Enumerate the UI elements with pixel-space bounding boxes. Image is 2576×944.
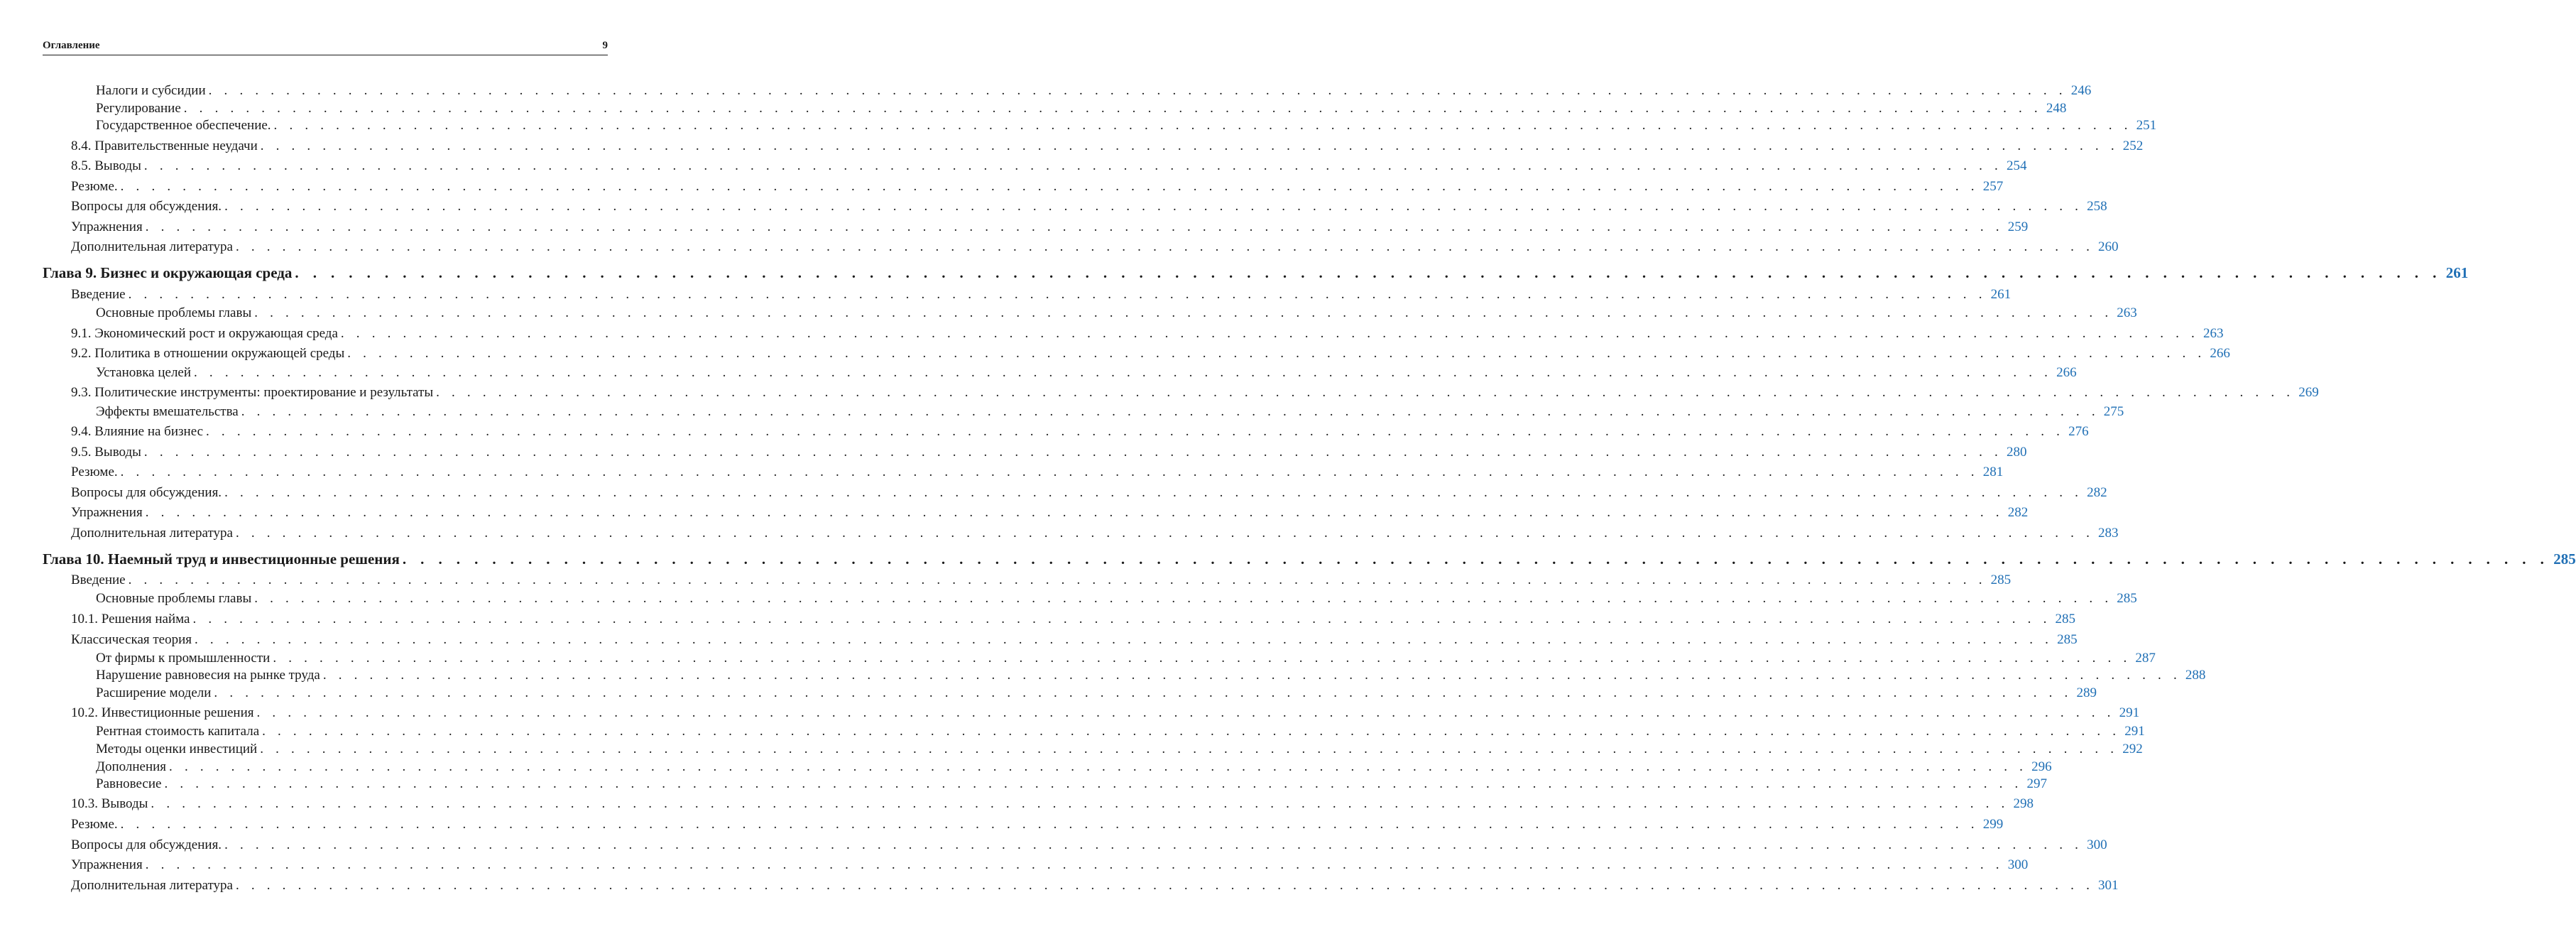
toc-entry[interactable]: [71, 504, 2029, 522]
toc-page-link[interactable]: 283: [2098, 526, 2119, 541]
toc-entry[interactable]: [71, 443, 2027, 462]
toc-dot-leader: . . . . . . . . . . . . . . . . . . . . . . . . . . . . . . . . . . . . . . . . . . . . . . . . . . . . . . . . . . . . . . . . . . . . . . . . . . . . . . . . . . . . . . . . . . . . . . . . . . . . . . . . . . . . . . . . . . . . . . . .: [143, 158, 2002, 173]
toc-entry-title: Упражнения: [71, 219, 143, 234]
toc-page-link[interactable]: 282: [2087, 485, 2107, 500]
toc-entry[interactable]: [71, 610, 2076, 629]
toc-entry[interactable]: [96, 649, 2156, 668]
toc-dot-leader: . . . . . . . . . . . . . . . . . . . . . . . . . . . . . . . . . . . . . . . . . . . . . . . . . . . . . . . . . . . . . . . . . . . . . . . . . . . . . . . . . . . . . . . . . . . . . . . . . . . . . . . . . . . . . . . . . . . . . . . .: [273, 118, 2132, 133]
toc-entry-title: Вопросы для обсуждения.: [71, 485, 222, 500]
toc-entry-title: 8.5. Выводы: [71, 158, 141, 173]
toc-entry-title: 9.3. Политические инструменты: проектирование и результаты: [71, 385, 434, 400]
toc-entry[interactable]: [71, 877, 2119, 895]
toc-entry[interactable]: [71, 218, 2029, 237]
toc-entry[interactable]: [71, 795, 2034, 813]
toc-dot-leader: . . . . . . . . . . . . . . . . . . . . . . . . . . . . . . . . . . . . . . . . . . . . . . . . . . . . . . . . . . . . . . . . . . . . . . . . . . . . . . . . . . . . . . . . . . . . . . . . . . . . . . . . . . . . . . . . . . . . . . . .: [169, 759, 2028, 774]
toc-dot-leader: . . . . . . . . . . . . . . . . . . . . . . . . . . . . . . . . . . . . . . . . . . . . . . . . . . . . . . . . . . . . . . . . . . . . . . . . . . . . . . . . . . . . . . . . . . . . . . . . . . . . . . . . . . . . . . . . . . . . . . . .: [120, 465, 1979, 479]
toc-entry[interactable]: [71, 836, 2107, 855]
toc-page-link[interactable]: 263: [2203, 326, 2224, 341]
toc-dot-leader: . . . . . . . . . . . . . . . . . . . . . . . . . . . . . . . . . . . . . . . . . . . . . . . . . . . . . . . . . . . . . . . . . . . . . . . . . . . . . . . . . . . . . . . . . . . . . . . . . . . . . . . . . . . . . . . . . . . . . . . .: [164, 776, 2023, 791]
toc-dot-leader: . . . . . . . . . . . . . . . . . . . . . . . . . . . . . . . . . . . . . . . . . . . . . . . . . . . . . . . . . . . . . . . . . . . . . . . . . . . . . . . . . . . . . . . . . . . . . . . . . . . . . . . . . . . . . . . . . . . . . . . .: [241, 404, 2100, 419]
toc-entry[interactable]: [96, 403, 2124, 421]
toc-entry-title: Введение: [71, 287, 126, 302]
toc-entry[interactable]: [71, 325, 2224, 343]
toc-dot-leader: . . . . . . . . . . . . . . . . . . . . . . . . . . . . . . . . . . . . . . . . . . . . . . . . . . . . . . . . . . . . . . . . . . . . . . . . . . . . . . . . . . . . . . . . . . . . . . . . . . . . . . . . . . . . . . . . . . . . . . . .: [192, 612, 2051, 626]
toc-chapter-entry[interactable]: [43, 264, 2469, 282]
toc-page-link[interactable]: 257: [1982, 179, 2004, 194]
toc-entry-title: Нарушение равновесия на рынке труда: [96, 668, 320, 683]
toc-entry[interactable]: [71, 463, 2004, 482]
toc-entry-title: Глава 9. Бизнес и окружающая среда: [43, 264, 293, 281]
toc-entry-title: Методы оценки инвестиций: [96, 742, 258, 756]
toc-entry[interactable]: [96, 590, 2137, 608]
toc-entry-title: 10.1. Решения найма: [71, 612, 190, 626]
toc-dot-leader: . . . . . . . . . . . . . . . . . . . . . . . . . . . . . . . . . . . . . . . . . . . . . . . . . . . . . . . . . . . . . . . . . . . . . . . . . . . . . . . . . . . . . . . . . . . . . . . . . . . . . . . . . . . . . . . . . . . . . . . .: [128, 573, 1987, 587]
toc-page-link[interactable]: 288: [2185, 668, 2206, 683]
toc-page-link[interactable]: 291: [2119, 705, 2140, 720]
toc-entry-title: Рентная стоимость капитала: [96, 724, 260, 739]
toc-dot-leader: . . . . . . . . . . . . . . . . . . . . . . . . . . . . . . . . . . . . . . . . . . . . . . . . . . . . . . . . . . . . . . . . . . . . . . . . . . . . . . . . . . . . . . . . . . . . . . . . . . . . . . . . . . . . . . . . . . . . . . . .: [273, 651, 2132, 666]
toc-entry[interactable]: [71, 238, 2119, 256]
toc-entry-title: 9.2. Политика в отношении окружающей среды: [71, 346, 345, 361]
toc-page-link[interactable]: 285: [2117, 591, 2137, 606]
toc-dot-leader: . . . . . . . . . . . . . . . . . . . . . . . . . . . . . . . . . . . . . . . . . . . . . . . . . . . . . . . . . . . . . . . . . . . . . . . . . . . . . . . . . . . . . . . . . . . . . . . . . . . . . . . . . . . . . . . . . . . . . . . .: [120, 817, 1979, 832]
toc-entry[interactable]: [71, 571, 2012, 590]
toc-page-link[interactable]: 251: [2136, 118, 2157, 133]
toc-dot-leader: . . . . . . . . . . . . . . . . . . . . . . . . . . . . . . . . . . . . . . . . . . . . . . . . . . . . . . . . . . . . . . . . . . . . . . . . . . . . . . . . . . . . . . . . . . . . . . . . . . . . . . . . . . . . . . . . . . . . . . . .: [145, 219, 2004, 234]
toc-page-link[interactable]: 281: [1982, 465, 2004, 479]
toc-page-link[interactable]: 282: [2007, 505, 2029, 520]
toc-page-link[interactable]: 246: [2070, 83, 2092, 98]
toc-dot-leader: . . . . . . . . . . . . . . . . . . . . . . . . . . . . . . . . . . . . . . . . . . . . . . . . . . . . . . . . . . . . . . . . . . . . . . . . . . . . . . . . . . . . . . . . . . . . . . . . . . . . . . . . . . . . . . . . . . . . . . . .: [194, 365, 2053, 380]
toc-entry[interactable]: [71, 286, 2012, 304]
toc-page-link[interactable]: 259: [2007, 219, 2029, 234]
running-header-title: Оглавление: [43, 40, 100, 51]
toc-entry-title: Введение: [71, 573, 126, 587]
toc-dot-leader: . . . . . . . . . . . . . . . . . . . . . . . . . . . . . . . . . . . . . . . . . . . . . . . . . . . . . . . . . . . . . . . . . . . . . . . . . . . . . . . . . . . . . . . . . . . . . . . . . . . . . . . . . . . . . . . . . . . . . . . .: [340, 326, 2199, 341]
toc-dot-leader: . . . . . . . . . . . . . . . . . . . . . . . . . . . . . . . . . . . . . . . . . . . . . . . . . . . . . . . . . . . . . . . . . . . . . . . . . . . . . . . . . . . . . . . . . . . . . . . . . . . . . . . . . . . . . . . . . . . . . . . .: [262, 724, 2121, 739]
toc-page-link[interactable]: 248: [2046, 101, 2067, 116]
toc-entry-title: 9.4. Влияние на бизнес: [71, 424, 204, 439]
toc-page-link[interactable]: 263: [2117, 305, 2137, 320]
toc-page-link[interactable]: 261: [1990, 287, 2012, 302]
toc-dot-leader: . . . . . . . . . . . . . . . . . . . . . . . . . . . . . . . . . . . . . . . . . . . . . . . . . . . . . . . . . . . . . . . . . . . . . . . . . . . . . . . . . . . . . . . . . . . . . . . . . . . . . . . . . . . . . . . . . . . . . . . .: [183, 101, 2042, 116]
toc-entry-title: Резюме.: [71, 179, 118, 194]
toc-entry[interactable]: [96, 116, 2157, 135]
toc-dot-leader: . . . . . . . . . . . . . . . . . . . . . . . . . . . . . . . . . . . . . . . . . . . . . . . . . . . . . . . . . . . . . . . . . . . . . . . . . . . . . . . . . . . . . . . . . . . . . . . . . . . . . . . . . . . . . . . . . . . . . . . .: [254, 591, 2113, 606]
toc-dot-leader: . . . . . . . . . . . . . . . . . . . . . . . . . . . . . . . . . . . . . . . . . . . . . . . . . . . . . . . . . . . . . . . . . . . . . . . . . . . . . . . . . . . . . . . . . . . . . . . . . . . . . . . . . . . . . . . . . . . . . . . .: [224, 485, 2083, 500]
toc-dot-leader: . . . . . . . . . . . . . . . . . . . . . . . . . . . . . . . . . . . . . . . . . . . . . . . . . . . . . . . . . . . . . . . . . . . . . . . . . . . . . . . . . . . . . . . . . . . . . . . . . . . . . . . . . . . . . . . . . . . . . . . .: [322, 668, 2181, 683]
toc-entry[interactable]: [71, 157, 2027, 175]
toc-page-link[interactable]: 266: [2056, 365, 2077, 380]
toc-entry[interactable]: [96, 304, 2137, 322]
toc-dot-leader: . . . . . . . . . . . . . . . . . . . . . . . . . . . . . . . . . . . . . . . . . . . . . . . . . . . . . . . . . . . . . . . . . . . . . . . . . . . . . . . . . . . . . . . . . . . . . . . . . . . . . . . . . . . . . . . . . . . . . . . .: [145, 505, 2004, 520]
toc-entry[interactable]: [96, 666, 2206, 685]
toc-entry-title: Дополнительная литература: [71, 239, 233, 254]
toc-entry-title: Эффекты вмешательства: [96, 404, 239, 419]
toc-entry[interactable]: [96, 99, 2067, 118]
toc-chapter-entry[interactable]: [43, 550, 2576, 568]
toc-page-link[interactable]: 299: [1982, 817, 2004, 832]
toc-dot-leader: . . . . . . . . . . . . . . . . . . . . . . . . . . . . . . . . . . . . . . . . . . . . . . . . . . . . . . . . . . . . . . . . . . . . . . . . . . . . . . . . . . . . . . . . . . . . . . . . . . . . . . . . . . . . . . . . . . . . . . . .: [436, 385, 2295, 400]
toc-dot-leader: . . . . . . . . . . . . . . . . . . . . . . . . . . . . . . . . . . . . . . . . . . . . . . . . . . . . . . . . . . . . . . . . . . . . . . . . . . . . . . . . . . . . . . . . . . . . . . . . . . . . . . . . . . . . . . . . . . . . . . . .: [206, 424, 2065, 439]
toc-page-link[interactable]: 275: [2103, 404, 2124, 419]
toc-entry-title: Основные проблемы главы: [96, 591, 252, 606]
toc-entry[interactable]: [71, 856, 2029, 874]
toc-entry-title: От фирмы к промышленности: [96, 651, 271, 666]
running-header-page-number: 9: [602, 40, 608, 51]
toc-page-link[interactable]: 297: [2026, 776, 2048, 791]
toc-page-link[interactable]: 261: [2445, 264, 2469, 281]
toc-page-link[interactable]: 300: [2087, 837, 2107, 852]
toc-entry-title: 10.2. Инвестиционные решения: [71, 705, 254, 720]
toc-entry-title: 9.1. Экономический рост и окружающая среда: [71, 326, 338, 341]
toc-entry[interactable]: [71, 344, 2230, 363]
toc-entry-title: Резюме.: [71, 465, 118, 479]
toc-entry-title: Дополнительная литература: [71, 878, 233, 893]
toc-dot-leader: . . . . . . . . . . . . . . . . . . . . . . . . . . . . . . . . . . . . . . . . . . . . . . . . . . . . . . . . . . . . . . . . . . . . . . . . . . . . . . . . . . . . . . . . . . . . . . . . . . . . . . . . . . . . . . . . . . . . . . . .: [347, 346, 2206, 361]
toc-entry-title: Равновесие: [96, 776, 162, 791]
toc-entry-title: Вопросы для обсуждения.: [71, 837, 222, 852]
toc-page-link[interactable]: 269: [2298, 385, 2319, 400]
toc-entry[interactable]: [96, 722, 2145, 741]
toc-page-link[interactable]: 287: [2135, 651, 2156, 666]
toc-page-link[interactable]: 289: [2076, 685, 2097, 700]
toc-dot-leader: . . . . . . . . . . . . . . . . . . . . . . . . . . . . . . . . . . . . . . . . . . . . . . . . . . . . . . . . . . . . . . . . . . . . . . . . . . . . . . . . . . . . . . . . . . . . . . . . . . . . . . . . . . . . . . . . . . . . . . . .: [120, 179, 1979, 194]
toc-entry[interactable]: [71, 197, 2107, 216]
toc-entry-title: 10.3. Выводы: [71, 796, 148, 811]
toc-dot-leader: . . . . . . . . . . . . . . . . . . . . . . . . . . . . . . . . . . . . . . . . . . . . . . . . . . . . . . . . . . . . . . . . . . . . . . . . . . . . . . . . . . . . . . . . . . . . . . . . . . . . . . . . . . . . . . . . . . . . . . . .: [235, 878, 2095, 893]
toc-page-link[interactable]: 300: [2007, 857, 2029, 872]
toc-entry-title: Дополнительная литература: [71, 526, 233, 541]
toc-entry[interactable]: [71, 704, 2140, 722]
toc-page-link[interactable]: 254: [2006, 158, 2027, 173]
toc-page-link[interactable]: 285: [2055, 612, 2076, 626]
toc-entry[interactable]: [71, 384, 2319, 402]
toc-page-link[interactable]: 285: [1990, 573, 2012, 587]
toc-page-link[interactable]: 301: [2098, 878, 2119, 893]
toc-dot-leader: . . . . . . . . . . . . . . . . . . . . . . . . . . . . . . . . . . . . . . . . . . . . . . . . . . . . . . . . . . . . . . . . . . . . . . . . . . . . . . . . . . . . . . . . . . . . . . . . . . . . . . . . . . . . . . . . . . . . . . . .: [402, 550, 2550, 568]
toc-page-link[interactable]: 276: [2068, 424, 2089, 439]
toc-dot-leader: . . . . . . . . . . . . . . . . . . . . . . . . . . . . . . . . . . . . . . . . . . . . . . . . . . . . . . . . . . . . . . . . . . . . . . . . . . . . . . . . . . . . . . . . . . . . . . . . . . . . . . . . . . . . . . . . . . . . . . . .: [145, 857, 2004, 872]
toc-page-link[interactable]: 291: [2124, 724, 2145, 739]
toc-entry[interactable]: [71, 815, 2004, 834]
toc-page-link[interactable]: 266: [2210, 346, 2230, 361]
toc-entry-title: Расширение модели: [96, 685, 212, 700]
toc-entry-title: 9.5. Выводы: [71, 445, 141, 460]
toc-entry[interactable]: [71, 137, 2144, 156]
toc-entry[interactable]: [71, 423, 2089, 441]
toc-dot-leader: . . . . . . . . . . . . . . . . . . . . . . . . . . . . . . . . . . . . . . . . . . . . . . . . . . . . . . . . . . . . . . . . . . . . . . . . . . . . . . . . . . . . . . . . . . . . . . . . . . . . . . . . . . . . . . . . . . . . . . . .: [295, 264, 2442, 281]
toc-page-link[interactable]: 298: [2013, 796, 2034, 811]
toc-dot-leader: . . . . . . . . . . . . . . . . . . . . . . . . . . . . . . . . . . . . . . . . . . . . . . . . . . . . . . . . . . . . . . . . . . . . . . . . . . . . . . . . . . . . . . . . . . . . . . . . . . . . . . . . . . . . . . . . . . . . . . . .: [214, 685, 2073, 700]
toc-dot-leader: . . . . . . . . . . . . . . . . . . . . . . . . . . . . . . . . . . . . . . . . . . . . . . . . . . . . . . . . . . . . . . . . . . . . . . . . . . . . . . . . . . . . . . . . . . . . . . . . . . . . . . . . . . . . . . . . . . . . . . . .: [235, 239, 2095, 254]
toc-entry[interactable]: [96, 740, 2143, 759]
toc-page-link[interactable]: 296: [2031, 759, 2052, 774]
toc-dot-leader: . . . . . . . . . . . . . . . . . . . . . . . . . . . . . . . . . . . . . . . . . . . . . . . . . . . . . . . . . . . . . . . . . . . . . . . . . . . . . . . . . . . . . . . . . . . . . . . . . . . . . . . . . . . . . . . . . . . . . . . .: [260, 139, 2119, 153]
toc-dot-leader: . . . . . . . . . . . . . . . . . . . . . . . . . . . . . . . . . . . . . . . . . . . . . . . . . . . . . . . . . . . . . . . . . . . . . . . . . . . . . . . . . . . . . . . . . . . . . . . . . . . . . . . . . . . . . . . . . . . . . . . .: [195, 632, 2053, 647]
toc-entry[interactable]: [71, 178, 2004, 196]
toc-page-link[interactable]: 285: [2553, 550, 2576, 568]
toc-entry-title: Установка целей: [96, 365, 192, 380]
toc-entry-title: Государственное обеспечение.: [96, 118, 271, 133]
toc-entry-title: 8.4. Правительственные неудачи: [71, 139, 258, 153]
toc-dot-leader: . . . . . . . . . . . . . . . . . . . . . . . . . . . . . . . . . . . . . . . . . . . . . . . . . . . . . . . . . . . . . . . . . . . . . . . . . . . . . . . . . . . . . . . . . . . . . . . . . . . . . . . . . . . . . . . . . . . . . . . .: [235, 526, 2095, 541]
toc-entry[interactable]: [71, 484, 2107, 502]
toc-entry[interactable]: [71, 631, 2078, 649]
toc-entry-title: Резюме.: [71, 817, 118, 832]
toc-dot-leader: . . . . . . . . . . . . . . . . . . . . . . . . . . . . . . . . . . . . . . . . . . . . . . . . . . . . . . . . . . . . . . . . . . . . . . . . . . . . . . . . . . . . . . . . . . . . . . . . . . . . . . . . . . . . . . . . . . . . . . . .: [224, 199, 2083, 214]
toc-dot-leader: . . . . . . . . . . . . . . . . . . . . . . . . . . . . . . . . . . . . . . . . . . . . . . . . . . . . . . . . . . . . . . . . . . . . . . . . . . . . . . . . . . . . . . . . . . . . . . . . . . . . . . . . . . . . . . . . . . . . . . . .: [254, 305, 2113, 320]
toc-entry-title: Вопросы для обсуждения.: [71, 199, 222, 214]
toc-entry[interactable]: [96, 775, 2048, 793]
toc-entry[interactable]: [96, 82, 2092, 100]
toc-dot-leader: . . . . . . . . . . . . . . . . . . . . . . . . . . . . . . . . . . . . . . . . . . . . . . . . . . . . . . . . . . . . . . . . . . . . . . . . . . . . . . . . . . . . . . . . . . . . . . . . . . . . . . . . . . . . . . . . . . . . . . . .: [208, 83, 2067, 98]
toc-page-link[interactable]: 258: [2087, 199, 2107, 214]
toc-entry-title: Упражнения: [71, 857, 143, 872]
toc-page-link[interactable]: 285: [2057, 632, 2078, 647]
toc-page-link[interactable]: 252: [2122, 139, 2144, 153]
toc-entry-title: Налоги и субсидии: [96, 83, 206, 98]
toc-dot-leader: . . . . . . . . . . . . . . . . . . . . . . . . . . . . . . . . . . . . . . . . . . . . . . . . . . . . . . . . . . . . . . . . . . . . . . . . . . . . . . . . . . . . . . . . . . . . . . . . . . . . . . . . . . . . . . . . . . . . . . . .: [256, 705, 2115, 720]
toc-entry-title: Дополнения: [96, 759, 167, 774]
toc-entry[interactable]: [96, 758, 2052, 776]
toc-entry[interactable]: [96, 364, 2077, 382]
toc-entry-title: Классическая теория: [71, 632, 192, 647]
toc-entry-title: Упражнения: [71, 505, 143, 520]
toc-dot-leader: . . . . . . . . . . . . . . . . . . . . . . . . . . . . . . . . . . . . . . . . . . . . . . . . . . . . . . . . . . . . . . . . . . . . . . . . . . . . . . . . . . . . . . . . . . . . . . . . . . . . . . . . . . . . . . . . . . . . . . . .: [224, 837, 2083, 852]
toc-dot-leader: . . . . . . . . . . . . . . . . . . . . . . . . . . . . . . . . . . . . . . . . . . . . . . . . . . . . . . . . . . . . . . . . . . . . . . . . . . . . . . . . . . . . . . . . . . . . . . . . . . . . . . . . . . . . . . . . . . . . . . . .: [128, 287, 1987, 302]
toc-page-link[interactable]: 292: [2122, 742, 2143, 756]
toc-entry-title: Основные проблемы главы: [96, 305, 252, 320]
toc-entry[interactable]: [96, 684, 2097, 702]
toc-entry-title: Глава 10. Наемный труд и инвестиционные решения: [43, 550, 400, 568]
toc-dot-leader: . . . . . . . . . . . . . . . . . . . . . . . . . . . . . . . . . . . . . . . . . . . . . . . . . . . . . . . . . . . . . . . . . . . . . . . . . . . . . . . . . . . . . . . . . . . . . . . . . . . . . . . . . . . . . . . . . . . . . . . .: [143, 445, 2002, 460]
toc-entry-title: Регулирование: [96, 101, 181, 116]
toc-page-link[interactable]: 260: [2098, 239, 2119, 254]
toc-entry[interactable]: [71, 524, 2119, 543]
toc-dot-leader: . . . . . . . . . . . . . . . . . . . . . . . . . . . . . . . . . . . . . . . . . . . . . . . . . . . . . . . . . . . . . . . . . . . . . . . . . . . . . . . . . . . . . . . . . . . . . . . . . . . . . . . . . . . . . . . . . . . . . . . .: [260, 742, 2119, 756]
toc-dot-leader: . . . . . . . . . . . . . . . . . . . . . . . . . . . . . . . . . . . . . . . . . . . . . . . . . . . . . . . . . . . . . . . . . . . . . . . . . . . . . . . . . . . . . . . . . . . . . . . . . . . . . . . . . . . . . . . . . . . . . . . .: [151, 796, 2009, 811]
toc-page-link[interactable]: 280: [2006, 445, 2027, 460]
